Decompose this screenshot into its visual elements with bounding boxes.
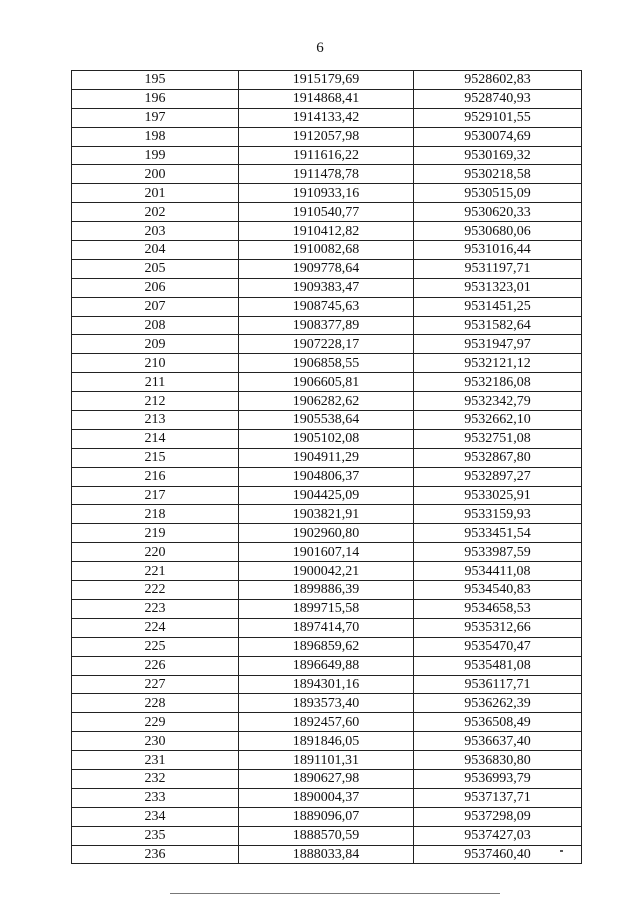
point-number-cell: 236 (72, 845, 239, 864)
table-row (72, 335, 582, 354)
y-coordinate-cell: 9532867,80 (414, 448, 582, 467)
table-row (72, 713, 582, 732)
table-row (72, 618, 582, 637)
point-number-cell: 209 (72, 335, 239, 354)
y-coordinate-cell: 9531323,01 (414, 278, 582, 297)
table-row (72, 637, 582, 656)
point-number-cell: 228 (72, 694, 239, 713)
x-coordinate-cell: 1896859,62 (239, 637, 414, 656)
y-coordinate-cell: 9536993,79 (414, 769, 582, 788)
x-coordinate-cell: 1914868,41 (239, 89, 414, 108)
y-coordinate-cell: 9536830,80 (414, 751, 582, 770)
y-coordinate-cell: 9531582,64 (414, 316, 582, 335)
y-coordinate-cell: 9534658,53 (414, 599, 582, 618)
table-row (72, 259, 582, 278)
y-coordinate-cell: 9532121,12 (414, 354, 582, 373)
page-number: 6 (316, 40, 324, 56)
x-coordinate-cell: 1911478,78 (239, 165, 414, 184)
y-coordinate-cell: 9532662,10 (414, 411, 582, 430)
table-row (72, 127, 582, 146)
x-coordinate-cell: 1899715,58 (239, 599, 414, 618)
x-coordinate-cell: 1903821,91 (239, 505, 414, 524)
y-coordinate-cell: 9533987,59 (414, 543, 582, 562)
point-number-cell: 208 (72, 316, 239, 335)
table-row (72, 599, 582, 618)
table-row (72, 656, 582, 675)
point-number-cell: 219 (72, 524, 239, 543)
x-coordinate-cell: 1889096,07 (239, 807, 414, 826)
point-number-cell: 213 (72, 411, 239, 430)
x-coordinate-cell: 1899886,39 (239, 581, 414, 600)
x-coordinate-cell: 1904425,09 (239, 486, 414, 505)
y-coordinate-cell: 9533159,93 (414, 505, 582, 524)
point-number-cell: 218 (72, 505, 239, 524)
x-coordinate-cell: 1897414,70 (239, 618, 414, 637)
y-coordinate-cell: 9530169,32 (414, 146, 582, 165)
point-number-cell: 222 (72, 581, 239, 600)
point-number-cell: 198 (72, 127, 239, 146)
table-row (72, 222, 582, 241)
x-coordinate-cell: 1888033,84 (239, 845, 414, 864)
table-row (72, 769, 582, 788)
x-coordinate-cell: 1891846,05 (239, 732, 414, 751)
table-row (72, 429, 582, 448)
y-coordinate-cell: 9530074,69 (414, 127, 582, 146)
table-row (72, 297, 582, 316)
table-row (72, 203, 582, 222)
bottom-rule (170, 893, 500, 894)
x-coordinate-cell: 1904911,29 (239, 448, 414, 467)
x-coordinate-cell: 1909383,47 (239, 278, 414, 297)
x-coordinate-cell: 1912057,98 (239, 127, 414, 146)
x-coordinate-cell: 1901607,14 (239, 543, 414, 562)
y-coordinate-cell: 9534411,08 (414, 562, 582, 581)
x-coordinate-cell: 1907228,17 (239, 335, 414, 354)
y-coordinate-cell: 9531016,44 (414, 241, 582, 260)
y-coordinate-cell: 9530680,06 (414, 222, 582, 241)
y-coordinate-cell: 9531947,97 (414, 335, 582, 354)
x-coordinate-cell: 1909778,64 (239, 259, 414, 278)
table-row (72, 411, 582, 430)
point-number-cell: 229 (72, 713, 239, 732)
point-number-cell: 234 (72, 807, 239, 826)
table-row (72, 467, 582, 486)
x-coordinate-cell: 1896649,88 (239, 656, 414, 675)
table-row (72, 694, 582, 713)
table-row (72, 807, 582, 826)
y-coordinate-cell: 9532751,08 (414, 429, 582, 448)
y-coordinate-cell: 9535312,66 (414, 618, 582, 637)
point-number-cell: 235 (72, 826, 239, 845)
x-coordinate-cell: 1893573,40 (239, 694, 414, 713)
x-coordinate-cell: 1910412,82 (239, 222, 414, 241)
x-coordinate-cell: 1915179,69 (239, 71, 414, 90)
y-coordinate-cell: 9536637,40 (414, 732, 582, 751)
y-coordinate-cell: 9535470,47 (414, 637, 582, 656)
y-coordinate-cell: 9535481,08 (414, 656, 582, 675)
table-row (72, 392, 582, 411)
table-row (72, 71, 582, 90)
y-coordinate-cell: 9530515,09 (414, 184, 582, 203)
x-coordinate-cell: 1906282,62 (239, 392, 414, 411)
x-coordinate-cell: 1910082,68 (239, 241, 414, 260)
table-row (72, 581, 582, 600)
table-row (72, 732, 582, 751)
y-coordinate-cell: 9531197,71 (414, 259, 582, 278)
x-coordinate-cell: 1914133,42 (239, 108, 414, 127)
y-coordinate-cell: 9528602,83 (414, 71, 582, 90)
point-number-cell: 221 (72, 562, 239, 581)
y-coordinate-cell: 9536262,39 (414, 694, 582, 713)
y-coordinate-cell: 9529101,55 (414, 108, 582, 127)
table-row (72, 448, 582, 467)
table-row (72, 505, 582, 524)
y-coordinate-cell: 9537137,71 (414, 788, 582, 807)
y-coordinate-cell: 9532897,27 (414, 467, 582, 486)
table-row (72, 675, 582, 694)
table-row (72, 316, 582, 335)
point-number-cell: 214 (72, 429, 239, 448)
table-row (72, 373, 582, 392)
point-number-cell: 230 (72, 732, 239, 751)
point-number-cell: 210 (72, 354, 239, 373)
x-coordinate-cell: 1890627,98 (239, 769, 414, 788)
point-number-cell: 232 (72, 769, 239, 788)
table-row (72, 751, 582, 770)
x-coordinate-cell: 1888570,59 (239, 826, 414, 845)
point-number-cell: 201 (72, 184, 239, 203)
point-number-cell: 233 (72, 788, 239, 807)
point-number-cell: 224 (72, 618, 239, 637)
point-number-cell: 223 (72, 599, 239, 618)
point-number-cell: 226 (72, 656, 239, 675)
point-number-cell: 206 (72, 278, 239, 297)
point-number-cell: 216 (72, 467, 239, 486)
x-coordinate-cell: 1911616,22 (239, 146, 414, 165)
y-coordinate-cell: 9528740,93 (414, 89, 582, 108)
table-row (72, 184, 582, 203)
y-coordinate-cell: 9532186,08 (414, 373, 582, 392)
point-number-cell: 199 (72, 146, 239, 165)
x-coordinate-cell: 1905538,64 (239, 411, 414, 430)
point-number-cell: 211 (72, 373, 239, 392)
table-row (72, 278, 582, 297)
table-row (72, 165, 582, 184)
table-row (72, 826, 582, 845)
y-coordinate-cell: 9531451,25 (414, 297, 582, 316)
y-coordinate-cell: 9536508,49 (414, 713, 582, 732)
x-coordinate-cell: 1892457,60 (239, 713, 414, 732)
y-coordinate-cell: 9537427,03 (414, 826, 582, 845)
table-row (72, 354, 582, 373)
y-coordinate-cell: 9530620,33 (414, 203, 582, 222)
table-row (72, 845, 582, 864)
x-coordinate-cell: 1906858,55 (239, 354, 414, 373)
y-coordinate-cell: 9532342,79 (414, 392, 582, 411)
coordinates-table-body (72, 71, 582, 864)
point-number-cell: 200 (72, 165, 239, 184)
point-number-cell: 205 (72, 259, 239, 278)
table-row (72, 486, 582, 505)
point-number-cell: 231 (72, 751, 239, 770)
table-row (72, 89, 582, 108)
table-row (72, 562, 582, 581)
point-number-cell: 215 (72, 448, 239, 467)
point-number-cell: 227 (72, 675, 239, 694)
point-number-cell: 196 (72, 89, 239, 108)
x-coordinate-cell: 1904806,37 (239, 467, 414, 486)
table-row (72, 788, 582, 807)
x-coordinate-cell: 1902960,80 (239, 524, 414, 543)
x-coordinate-cell: 1890004,37 (239, 788, 414, 807)
point-number-cell: 212 (72, 392, 239, 411)
x-coordinate-cell: 1908745,63 (239, 297, 414, 316)
point-number-cell: 217 (72, 486, 239, 505)
table-row (72, 108, 582, 127)
x-coordinate-cell: 1900042,21 (239, 562, 414, 581)
point-number-cell: 207 (72, 297, 239, 316)
x-coordinate-cell: 1891101,31 (239, 751, 414, 770)
y-coordinate-cell: 9537298,09 (414, 807, 582, 826)
point-number-cell: 197 (72, 108, 239, 127)
x-coordinate-cell: 1908377,89 (239, 316, 414, 335)
table-row (72, 524, 582, 543)
x-coordinate-cell: 1910540,77 (239, 203, 414, 222)
x-coordinate-cell: 1894301,16 (239, 675, 414, 694)
x-coordinate-cell: 1910933,16 (239, 184, 414, 203)
y-coordinate-cell: 9530218,58 (414, 165, 582, 184)
y-coordinate-cell: 9533451,54 (414, 524, 582, 543)
scan-speck (560, 850, 563, 852)
table-row (72, 241, 582, 260)
x-coordinate-cell: 1906605,81 (239, 373, 414, 392)
point-number-cell: 220 (72, 543, 239, 562)
y-coordinate-cell: 9536117,71 (414, 675, 582, 694)
point-number-cell: 225 (72, 637, 239, 656)
y-coordinate-cell: 9537460,40 (414, 845, 582, 864)
table-row (72, 543, 582, 562)
y-coordinate-cell: 9533025,91 (414, 486, 582, 505)
table-row (72, 146, 582, 165)
point-number-cell: 195 (72, 71, 239, 90)
point-number-cell: 204 (72, 241, 239, 260)
point-number-cell: 202 (72, 203, 239, 222)
coordinates-table (71, 70, 582, 864)
y-coordinate-cell: 9534540,83 (414, 581, 582, 600)
point-number-cell: 203 (72, 222, 239, 241)
x-coordinate-cell: 1905102,08 (239, 429, 414, 448)
